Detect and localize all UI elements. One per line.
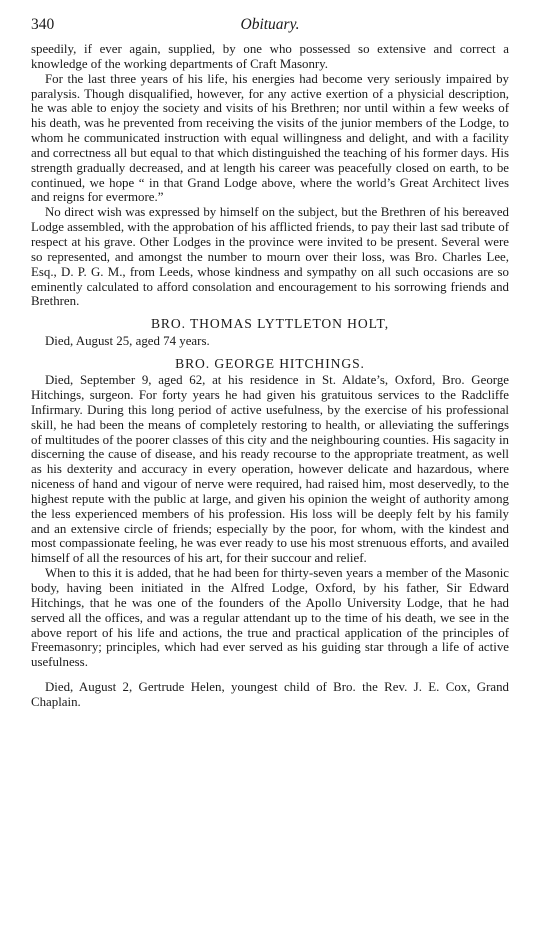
hitchings-paragraph-masonic: When to this it is added, that he had been for thirty-seven years a member of the Masonic body, having been initiated in the Alfred Lodge, Oxford, by his father, Sir Edward Hitchings, that he was one of the founders of the Apollo University Lodge, that he had served all the offices, and was a regular attendant up to the time of his death, we see in the above report of his life and actions, the true and practical application of the principles of Freemasonry; principles, which had ever served as his guiding star through a life of active usefulness.: [31, 566, 509, 670]
page-number: 340: [31, 16, 55, 33]
holt-death-notice: Died, August 25, aged 74 years.: [45, 334, 210, 349]
holt-heading: BRO. THOMAS LYTTLETON HOLT,: [150, 316, 390, 332]
hitchings-paragraph-career: Died, September 9, aged 62, at his residence in St. Aldate’s, Oxford, Bro. George Hitchings, surgeon. For forty years he had given his gratuitous services to the Radcliffe Infirmary. During this long period of active usefulness, by the exercise of his professional skill, he had been the means of completely restoring to health, or alleviating the sufferings of multitudes of the poorer classes of this city and the neighbouring counties. His sagacity in discerning the cause of disease, and his ready recourse to the appropriate treatment, as well as his dexterity and accuracy in every operation, however delicate and hazardous, where niceness of hand and vigour of nerve were required, had raised him, most deservedly, to the highest repute with the public at large, and given his opinion the weight of authority among the less experienced members of his profession. His loss will be deeply felt by his family and an extensive circle of friends; especially by the poor, for whom, with the kindest and most compassionate feeling, he was ever ready to use his most strenuous efforts, and availed himself of all the resources of his art, for their succour and relief.: [31, 373, 509, 566]
cox-death-notice: Died, August 2, Gertrude Helen, youngest child of Bro. the Rev. J. E. Cox, Grand Chaplain.: [31, 680, 509, 710]
running-title: Obituary.: [240, 16, 300, 33]
paragraph-funeral: No direct wish was expressed by himself on the subject, but the Brethren of his bereaved Lodge assembled, with the approbation of his afflicted friends, to pay their last sad tribute of respect at his grave. Other Lodges in the province were invited to be present. Several were so represented, and amongst the number to mourn over their loss, was Bro. Charles Lee, Esq., D. P. G. M., from Leeds, whose kindness and sympathy on all such occasions are so eminently calculated to afford consolation and encouragement to his sorrowing friends and Brethren.: [31, 205, 509, 309]
paragraph-paralysis: For the last three years of his life, his energies had become very seriously impaired by paralysis. Though disqualified, however, for any active exertion of a physicial description, he was able to enjoy the society and visits of his Brethren; nor until within a few weeks of his death, was he prevented from receiving the visits of the junior members of the Lodge, to whom he communicated instruction with equal willingness and delight, and with a facility and correctness all but equal to that which distinguished the teaching of his former days. His strength gradually decreased, and at length his career was peacefully closed on earth, to be continued, we hope “ in that Grand Lodge above, where the world’s Great Architect lives and reigns for evermore.”: [31, 71, 509, 205]
hitchings-heading: BRO. GEORGE HITCHINGS.: [175, 356, 365, 372]
obituary-body: [31, 42, 509, 670]
obituary-page: [31, 14, 509, 938]
closing-notice: [31, 680, 509, 710]
paragraph-continuation: speedily, if ever again, supplied, by one who possessed so extensive and correct a knowledge of the working departments of Craft Masonry.: [31, 42, 509, 71]
running-head: [31, 14, 509, 36]
